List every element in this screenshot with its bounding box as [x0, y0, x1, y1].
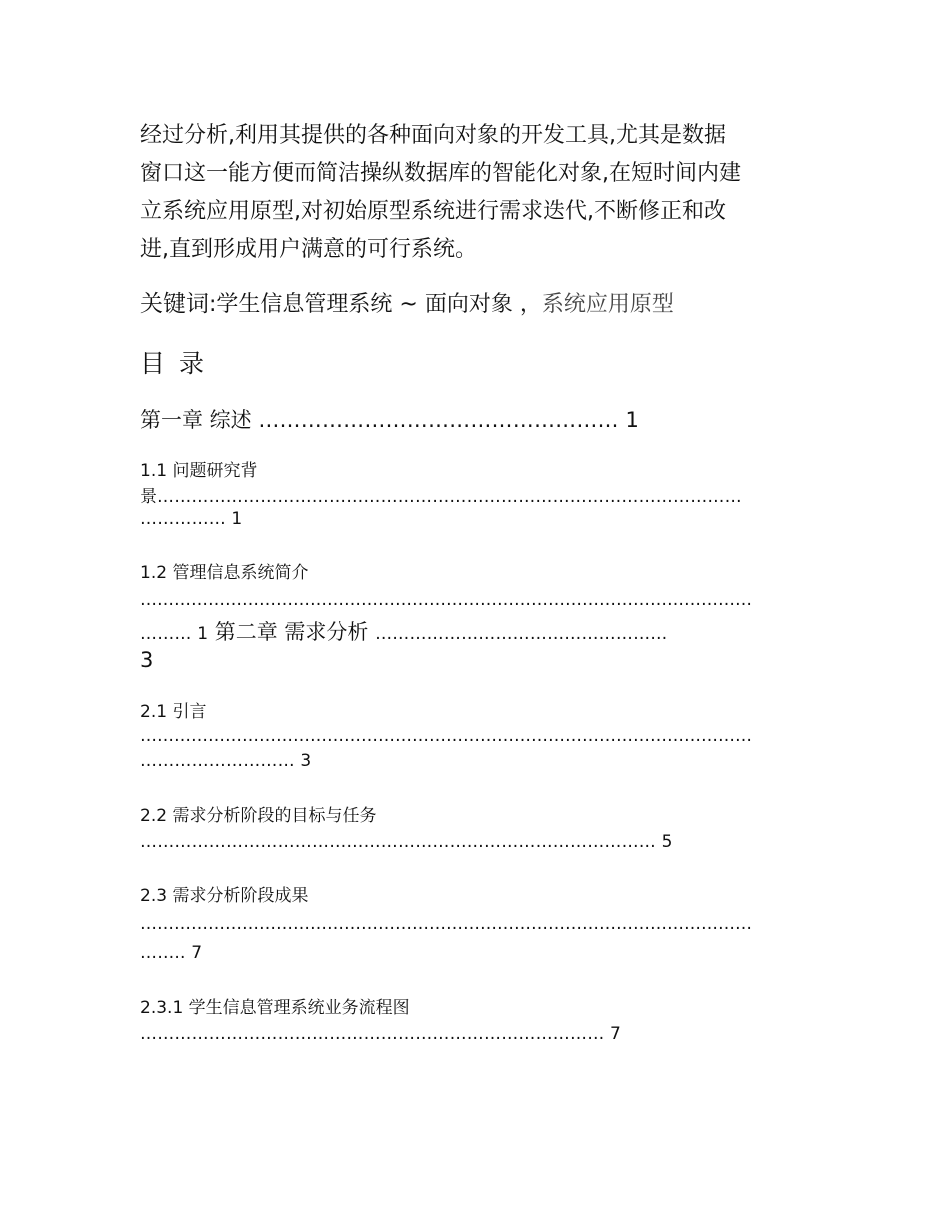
toc-entry-1-2-title[interactable]: 1.2 管理信息系统简介: [140, 563, 309, 583]
toc-page-number: 1: [625, 408, 639, 432]
toc-entry-2-1-line3: [140, 751, 311, 771]
toc-entry-2-3-1-line2: [140, 1024, 621, 1044]
toc-leader-dots: ………………………………………………………………………: [140, 1024, 611, 1044]
toc-page-number: 1: [197, 624, 209, 644]
toc-entry-1-1-line3: [140, 509, 242, 529]
toc-page-number: 3: [300, 751, 312, 771]
toc-entry-2-1-title[interactable]: 2.1 引言: [140, 702, 207, 722]
toc-leader-dots: ………………………………………………………………………………………………: [140, 590, 752, 610]
abstract-line: 窗口这一能方便而简洁操纵数据库的智能化对象,在短时间内建: [140, 161, 741, 186]
toc-entry-2-2-line2: [140, 832, 672, 852]
abstract-line: 进,直到形成用户满意的可行系统。: [140, 237, 477, 262]
toc-title: 目录: [140, 349, 219, 378]
toc-entry-title-cont: 景: [140, 487, 157, 507]
abstract-paragraph: [140, 117, 820, 269]
toc-entry-title: 第一章 综述: [140, 408, 259, 432]
toc-entry-chapter-1[interactable]: [140, 404, 639, 434]
toc-leader-dots: ……………………………………………: [258, 408, 619, 432]
abstract-line: 立系统应用原型,对初始原型系统进行需求迭代,不断修正和改: [140, 199, 726, 224]
toc-leader-dots: ……………………………………………: [375, 624, 668, 644]
toc-entry-2-3-line3: [140, 943, 202, 963]
toc-page-number: 3: [140, 648, 154, 672]
keywords-items: :学生信息管理系统 ~ 面向对象 ，: [209, 292, 542, 317]
toc-entry-2-3-1-title[interactable]: 2.3.1 学生信息管理系统业务流程图: [140, 998, 410, 1018]
toc-entry-1-2-line3: [140, 616, 810, 646]
toc-leader-dots: ………………………………………………………………………………: [140, 832, 662, 852]
toc-entry-chapter-2[interactable]: 第二章 需求分析: [208, 620, 376, 644]
toc-leader-dots: ………………………………………………………………………………………………: [140, 914, 752, 934]
toc-page-number: 7: [191, 943, 203, 963]
toc-leader-dots: ………………………: [140, 751, 301, 771]
abstract-line: 经过分析,利用其提供的各种面向对象的开发工具,尤其是数据: [140, 123, 726, 148]
toc-leader-dots: …………………………………………………………………………………………: [157, 487, 742, 507]
keywords-tail: 系统应用原型: [541, 292, 674, 317]
toc-leader-dots: ……………: [140, 509, 226, 529]
toc-leader-dots: ………………………………………………………………………………………………: [140, 726, 752, 746]
toc-page-number: 5: [661, 832, 673, 852]
toc-leader-dots: ………: [140, 624, 198, 644]
toc-entry-1-1-line2: [140, 482, 810, 507]
toc-entry-1-1-title[interactable]: 1.1 问题研究背: [140, 461, 258, 481]
toc-entry-2-2-title[interactable]: 2.2 需求分析阶段的目标与任务: [140, 806, 377, 826]
toc-leader-dots: ……..: [140, 943, 192, 963]
keywords-line: [140, 285, 674, 318]
toc-page-number: 7: [610, 1024, 621, 1044]
toc-entry-2-3-title[interactable]: 2.3 需求分析阶段成果: [140, 886, 309, 906]
toc-page-number: 1: [231, 509, 243, 529]
keywords-label: 关键词: [140, 291, 209, 317]
